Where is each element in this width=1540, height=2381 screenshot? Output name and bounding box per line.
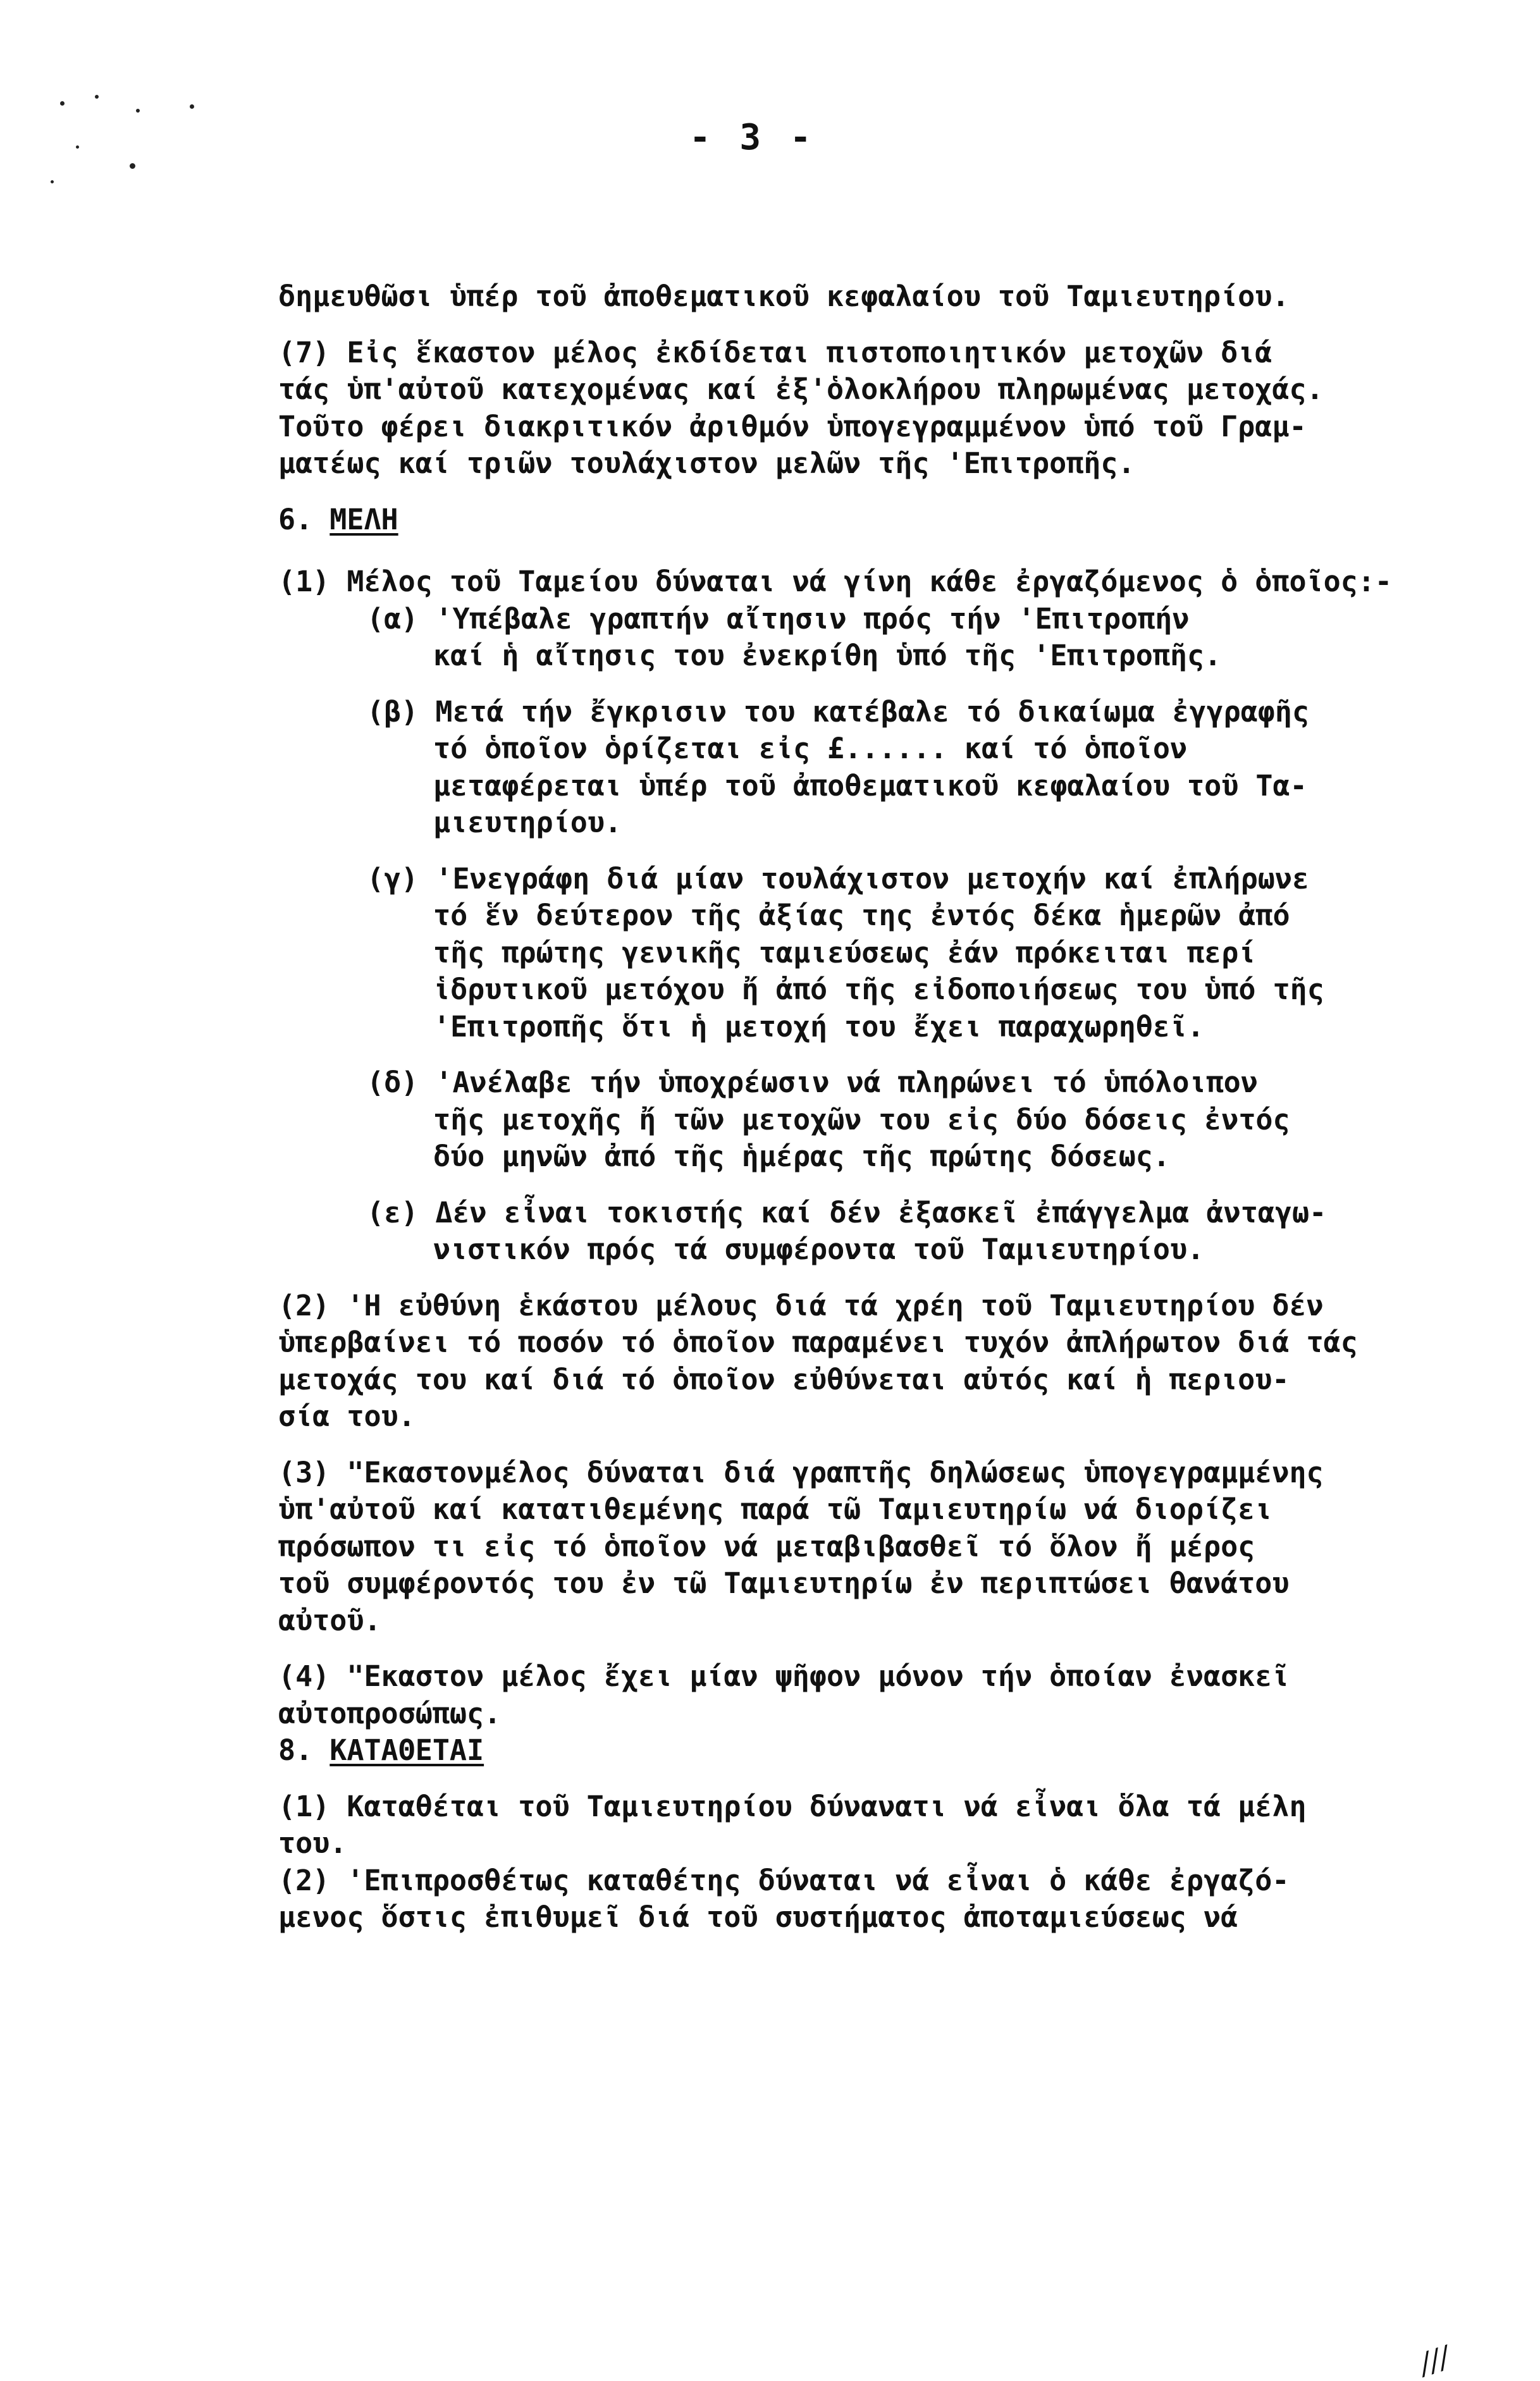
subclause-line: μιευτηρίου. <box>433 806 622 839</box>
depositors-2 <box>278 1862 1518 1936</box>
subclause-line: (δ) 'Ανέλαβε τήν ὑποχρέωσιν νά πληρώνει τό ὑπόλοιπον <box>367 1066 1258 1099</box>
scan-speck <box>51 180 54 183</box>
section-number: 6. <box>278 502 313 536</box>
subclause-line: ἱδρυτικοῦ μετόχου ἤ ἀπό τῆς εἰδοποιήσεως του ὑπό τῆς <box>433 973 1324 1006</box>
section-heading-members <box>278 501 1518 539</box>
clause-line: μενος ὅστις ἐπιθυμεῖ διά τοῦ συστήματος ἀποταμιεύσεως νά <box>278 1900 1238 1934</box>
continuation-line: δημευθῶσι ὑπέρ τοῦ ἀποθεματικοῦ κεφαλαίου τοῦ Ταμιευτηρίου. <box>278 280 1290 313</box>
clause-line: (1) Καταθέται τοῦ Ταμιευτηρίου δύνανατι νά εἶναι ὅλα τά μέλη <box>278 1789 1307 1823</box>
clause-line: του. <box>278 1826 347 1860</box>
members-1-intro: (1) Μέλος τοῦ Ταμείου δύναται νά γίνη κάθε ἐργαζόμενος ὁ ὁποῖος:- <box>278 565 1392 598</box>
clause-line: αὐτοπροσώπως. <box>278 1696 502 1730</box>
members-1-e <box>278 1195 1518 1269</box>
subclause-line: τῆς πρώτης γενικῆς ταμιεύσεως ἐάν πρόκειται περί <box>433 935 1256 969</box>
section-title: ΚΑΤΑΘΕΤΑΙ <box>330 1733 484 1767</box>
subclause-line: (γ) 'Ενεγράφη διά μίαν τουλάχιστον μετοχήν καί ἐπλήρωνε <box>367 861 1310 895</box>
scan-speck <box>136 109 140 113</box>
subclause-line: καί ἡ αἴτησις του ἐνεκρίθη ὑπό τῆς 'Επιτροπῆς. <box>433 639 1222 672</box>
section-number: 8. <box>278 1733 313 1767</box>
clause-line: τοῦ συμφέροντός του ἐν τῶ Ταμιευτηρίω ἐν περιπτώσει θανάτου <box>278 1566 1290 1600</box>
scan-speck <box>130 163 135 169</box>
members-1-d <box>278 1064 1518 1176</box>
clause-line: ὑπ'αὐτοῦ καί κατατιθεμένης παρά τῶ Ταμιευτηρίω νά διορίζει <box>278 1492 1272 1526</box>
members-2 <box>278 1288 1518 1436</box>
scan-speck <box>95 95 99 99</box>
subclause-line: μεταφέρεται ὑπέρ τοῦ ἀποθεματικοῦ κεφαλαίου τοῦ Τα- <box>433 768 1307 803</box>
clause-line: ματέως καί τριῶν τουλάχιστον μελῶν τῆς 'Επιτροπῆς. <box>278 446 1135 480</box>
members-1-c <box>278 861 1518 1046</box>
clause-line: (2) 'Η εὐθύνη ἑκάστου μέλους διά τά χρέη τοῦ Ταμιευτηρίου δέν <box>278 1288 1324 1322</box>
scan-speck <box>60 101 65 106</box>
subclause-line: (ε) Δέν εἶναι τοκιστής καί δέν ἐξασκεῖ ἐπάγγελμα ἀνταγω- <box>367 1195 1327 1229</box>
handwritten-mark: /// <box>1415 2339 1454 2381</box>
members-3 <box>278 1455 1518 1640</box>
clause-line: (3) "Εκαστονμέλος δύναται διά γραπτῆς δηλώσεως ὑπογεγραμμένης <box>278 1455 1324 1489</box>
members-1-b <box>278 694 1518 842</box>
subclause-line: (β) Μετά τήν ἔγκρισιν του κατέβαλε τό δικαίωμα ἐγγραφῆς <box>367 694 1310 729</box>
subclause-line: 'Επιτροπῆς ὅτι ἡ μετοχή του ἔχει παραχωρηθεῖ. <box>433 1009 1205 1043</box>
scan-speck <box>190 104 194 109</box>
clause-line: ὑπερβαίνει τό ποσόν τό ὁποῖον παραμένει τυχόν ἀπλήρωτον διά τάς <box>278 1326 1358 1359</box>
clause-line: σία του. <box>278 1400 416 1433</box>
clause-line: πρόσωπον τι εἰς τό ὁποῖον νά μεταβιβασθεῖ τό ὅλον ἤ μέρος <box>278 1529 1255 1563</box>
clause-line: τάς ὑπ'αὐτοῦ κατεχομένας καί ἐξ'ὁλοκλήρου πληρωμένας μετοχάς. <box>278 372 1324 406</box>
members-1-a <box>278 601 1518 675</box>
clause-7 <box>278 335 1518 483</box>
clause-line: (7) Εἰς ἕκαστον μέλος ἐκδίδεται πιστοποιητικόν μετοχῶν διά <box>278 335 1272 369</box>
clause-line: αὐτοῦ. <box>278 1603 381 1637</box>
clause-line: (4) "Εκαστον μέλος ἔχει μίαν ψῆφον μόνον τήν ὁποίαν ἐνασκεῖ <box>278 1659 1290 1693</box>
subclause-line: τῆς μετοχῆς ἤ τῶν μετοχῶν του εἰς δύο δόσεις ἐντός <box>433 1102 1290 1136</box>
scan-speck <box>76 145 79 149</box>
section-heading-depositors <box>278 1732 1518 1769</box>
subclause-line: δύο μηνῶν ἀπό τῆς ἡμέρας τῆς πρώτης δόσεως. <box>433 1140 1170 1173</box>
members-4 <box>278 1658 1518 1732</box>
clause-line: (2) 'Επιπροσθέτως καταθέτης δύναται νά εἶναι ὁ κάθε ἐργαζό- <box>278 1863 1290 1897</box>
clause-line: Τοῦτο φέρει διακριτικόν ἀριθμόν ὑπογεγραμμένον ὑπό τοῦ Γραμ- <box>278 409 1307 443</box>
section-title: ΜΕΛΗ <box>330 502 398 536</box>
subclause-line: νιστικόν πρός τά συμφέροντα τοῦ Ταμιευτηρίου. <box>433 1233 1205 1266</box>
subclause-line: τό ἕν δεύτερον τῆς ἀξίας της ἐντός δέκα ἡμερῶν ἀπό <box>433 899 1290 932</box>
document-body <box>278 278 1518 1936</box>
subclause-line: τό ὁποῖον ὁρίζεται εἰς £...... καί τό ὁποῖον <box>433 732 1188 765</box>
subclause-line: (α) 'Υπέβαλε γραπτήν αἴτησιν πρός τήν 'Επιτροπήν <box>367 601 1190 636</box>
depositors-1 <box>278 1788 1518 1862</box>
clause-line: μετοχάς του καί διά τό ὁποῖον εὐθύνεται αὐτός καί ἡ περιου- <box>278 1362 1290 1396</box>
page-number: - 3 - <box>689 117 815 158</box>
